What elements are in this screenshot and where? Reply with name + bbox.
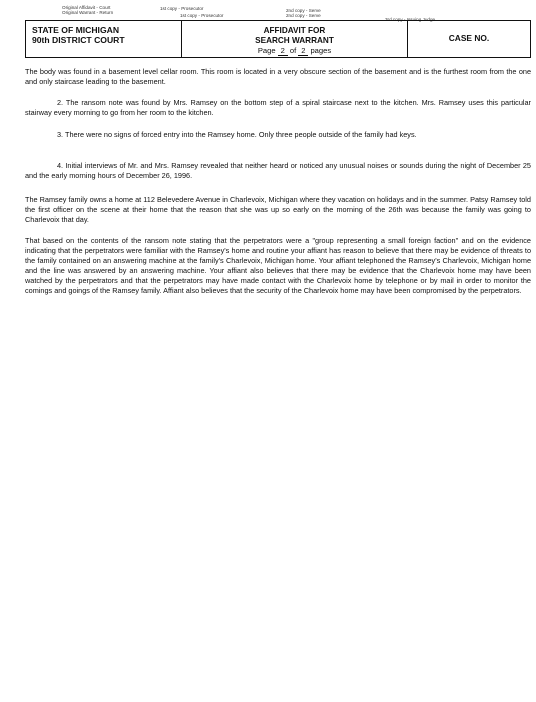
title-cell (182, 21, 408, 57)
distribution-right1 (286, 8, 321, 18)
pages-word: pages (310, 46, 332, 55)
court-name (32, 25, 125, 45)
title-line-1: AFFIDAVIT FOR (263, 26, 326, 35)
distribution-line: 1st copy - Prosecutor (160, 6, 204, 11)
paragraph-3 (25, 130, 531, 140)
paragraph-2 (25, 98, 531, 118)
state-label: STATE OF MICHIGAN (32, 25, 120, 35)
case-number-label: CASE NO. (448, 33, 490, 43)
document-title (182, 26, 407, 45)
form-header (25, 20, 531, 58)
distribution-left (62, 5, 113, 15)
distribution-line: 3rd copy - Issuing Judge (385, 17, 436, 22)
paragraph-6 (25, 236, 531, 295)
paragraph-text: 3. There were no signs of forced entry into the Ramsey home. Only three people outside of the family had keys. (57, 130, 417, 139)
paragraph-text: That based on the contents of the ransom note stating that the perpetrators were a "group representing a small foreign faction" and on the evidence indicating that the perpetrators were familiar with the Ramsey's home and routine your affiant has reason to believe that there may be evidence of threats to the family contained on an answering machine at the family's Charlevoix, Michigan home. Your affiant telephoned the Ramsey's Charlevoix, Michigan home and the line was answered by an answering machine. Your affiant also believes that there may be evidence that the Charlevoix home may have been watched by the perpetrators and that the perpetrators may have made contact with the Charlevoix home by telephone or by mail in order to monitor the comings and goings of the Ramsey family. Affiant also believes that the security of the Charlevoix home may have been compromised by the perpetrators. (25, 236, 531, 295)
court-label: 90th DISTRICT COURT (32, 35, 125, 45)
of-word: of (289, 46, 297, 55)
paragraph-5 (25, 195, 531, 225)
case-cell (408, 21, 530, 57)
court-cell (26, 21, 182, 57)
paragraph-1 (25, 67, 531, 87)
page-indicator (182, 46, 407, 56)
page-number: 2 (278, 46, 288, 56)
distribution-mid2 (180, 13, 223, 18)
paragraph-text: The body was found in a basement level cellar room. This room is located in a very obscure section of the basement and is the furthest room from the one and only staircase leading to the basement. (25, 67, 531, 86)
distribution-line: Original Affidavit - Court (62, 5, 111, 10)
paragraph-4 (25, 161, 531, 181)
distribution-line: Original Warrant - Return (62, 10, 114, 16)
distribution-mid1 (160, 6, 203, 11)
paragraph-text: 2. The ransom note was found by Mrs. Ramsey on the bottom step of a spiral staircase next to the kitchen. Mrs. Ramsey uses this particular stairway every morning to go from her room to the kitchen. (25, 98, 531, 117)
paragraph-text: The Ramsey family owns a home at 112 Belevedere Avenue in Charlevoix, Michigan where they vacation on holidays and in the summer. Patsy Ramsey told the first officer on the scene at their home that the reason that she was up so early on the morning of the 26th was because the family was going to Charlevoix that day. (25, 195, 531, 224)
title-line-2: SEARCH WARRANT (255, 35, 334, 45)
paragraph-text: 4. Initial interviews of Mr. and Mrs. Ramsey revealed that neither heard or noticed any unusual noises or sounds during the night of December 25 and the early morning hours of December 26, 1996. (25, 161, 531, 180)
distribution-line: 1st copy - Prosecutor (180, 13, 224, 18)
distribution-line: 2nd copy - Serve (286, 8, 321, 13)
distribution-line: 2nd copy - Serve (286, 13, 321, 19)
page-word: Page (257, 46, 276, 55)
page-total: 2 (298, 46, 308, 56)
